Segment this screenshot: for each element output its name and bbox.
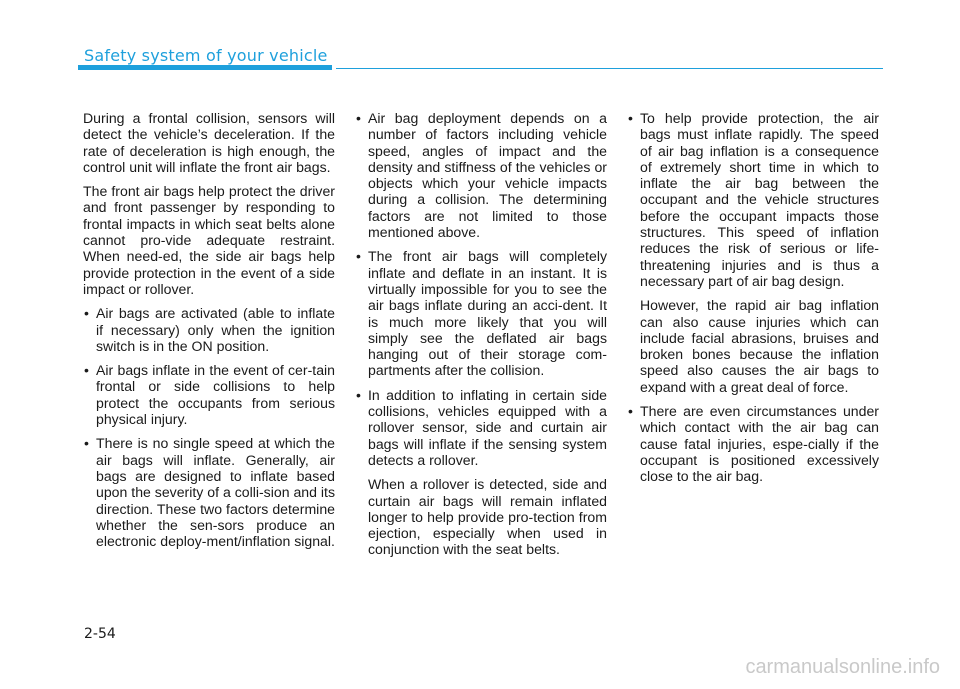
text-column-2 [355,110,607,566]
bullet-paragraph: • There is no single speed at which the air bags will inflate. Generally, air bags are designed to inflate based upon the severity of a colli-sion and its direction. These two factors determine whether the sen-sors produce an electronic deploy-ment/inflation signal. [96,435,335,550]
bullet-paragraph: • Air bags are activated (able to inflate if necessary) only when the ignition switch is in the ON position. [96,305,335,354]
bullet-list [627,110,879,485]
bullet-item [627,403,879,484]
paragraph: The front air bags help protect the driver and front passenger by responding to frontal impacts in which seat belts alone cannot pro-vide adequate restraint. When need-ed, the side air bags help provide protection in the event of a side impact or rollover. [83,183,335,297]
bullet-paragraph: • In addition to inflating in certain side collisions, vehicles equipped with a rollover sensor, side and curtain air bags will inflate if the sensing system detects a rollover. [368,386,607,468]
paragraph: During a frontal collision, sensors will detect the vehicle’s deceleration. If the rate of deceleration is high enough, the control unit will inflate the front air bags. [83,110,335,175]
bullet-item [83,305,335,354]
bullet-item [355,387,607,558]
bullet-paragraph: • There are even circumstances under which contact with the air bag can cause fatal injuries, espe-cially if the occupant is positioned excessively close to the air bag. [640,403,879,485]
section-title: Safety system of your vehicle [84,46,328,65]
bullet-item [355,248,607,378]
text-column-1 [83,110,335,557]
bullet-list [355,110,607,558]
bullet-item [83,435,335,549]
bullet-paragraph: However, the rapid air bag inflation can also cause injuries which can include facial abrasions, bruises and broken bones because the inflation speed also causes the air bags to expand with a great deal of force. [640,297,879,395]
bullet-paragraph: When a rollover is detected, side and curtain air bags will remain inflated longer to help provide pro-tection from ejection, especially when used in conjunction with the seat belts. [368,476,607,558]
bullet-paragraph: • To help provide protection, the air bags must inflate rapidly. The speed of air bag inflation is a consequence of extremely short time in which to inflate the air bag between the occupant and the vehicle structures before the occupant impacts those structures. This speed of inflation reduces the risk of serious or life-threatening injuries and is thus a necessary part of air bag design. [640,110,879,289]
bullet-item [355,110,607,240]
watermark: carmanualsonline.info [745,656,940,678]
text-column-3 [627,110,879,493]
bullet-paragraph: • Air bag deployment depends on a number of factors including vehicle speed, angles of impact and the density and stiffness of the vehicles or objects which your vehicle impacts during a collision. The determining factors are not limited to those mentioned above. [368,110,607,241]
bullet-item [83,362,335,427]
header-rule-thin [336,68,883,69]
bullet-item [627,110,879,395]
bullet-paragraph: • The front air bags will completely inflate and deflate in an instant. It is virtually impossible for you to see the air bags inflate during an acci-dent. It is much more likely that you will simply see the deflated air bags hanging out of their storage com-partments after the collision. [368,248,607,379]
page-number: 2-54 [84,626,116,642]
bullet-paragraph: • Air bags inflate in the event of cer-tain frontal or side collisions to help protect the occupants from serious physical injury. [96,362,335,428]
header-rule-thick [78,65,332,70]
bullet-list [83,305,335,549]
